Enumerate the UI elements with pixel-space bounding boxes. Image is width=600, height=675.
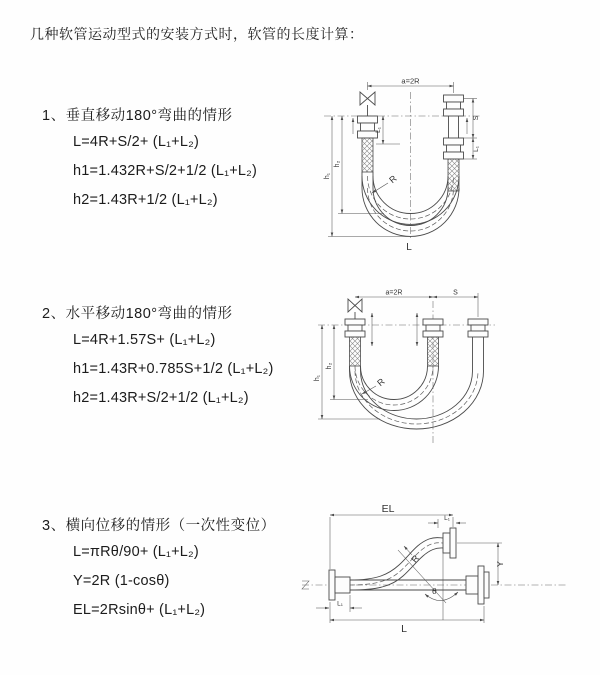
- dim-h1: [314, 325, 380, 419]
- braid-section: [448, 159, 459, 191]
- dim-label-l: L: [406, 242, 412, 253]
- dim-label-el: EL: [381, 503, 395, 515]
- dim-l1-left: [375, 116, 400, 144]
- section-1-heading: 1、垂直移动180°弯曲的情形: [42, 108, 233, 124]
- dim-label-l: L: [401, 623, 407, 635]
- dim-label-a2r: a=2R: [385, 289, 403, 297]
- dim-label-h1: h₁: [314, 374, 321, 382]
- formula-y: Y=2R (1-cosθ): [73, 573, 170, 589]
- dim-label-h2: h₂: [326, 362, 333, 370]
- braid-section: [362, 138, 373, 172]
- dim-s-right: [464, 99, 481, 160]
- diagram-vertical-180-bend: [312, 76, 600, 260]
- dim-label-s: S: [473, 115, 480, 121]
- dim-label-theta: θ: [432, 586, 437, 596]
- formula-length: L=4R+1.57S+ (L₁+L₂): [73, 332, 216, 348]
- left-pipe-end: [345, 319, 365, 366]
- lower-right-pipe-end: [466, 566, 489, 604]
- formula-length: L=4R+S/2+ (L₁+L₂): [73, 134, 199, 150]
- dim-label-h2: h₂: [334, 160, 341, 168]
- formula-h1: h1=1.43R+0.785S+1/2 (L₁+L₂): [73, 361, 274, 377]
- section-3-heading: 3、横向位移的情形（一次性变位）: [42, 518, 276, 534]
- dim-label-h1: h₁: [324, 172, 331, 180]
- dim-l: [330, 602, 484, 635]
- formula-length: L=πRθ/90+ (L₁+L₂): [73, 544, 199, 560]
- dim-label-y: Y: [495, 561, 505, 567]
- right-pipe-end-moved: [468, 319, 488, 371]
- dim-label-r: R: [409, 553, 422, 565]
- upper-right-pipe-end: [443, 528, 456, 558]
- dim-label-l1: L₁: [444, 515, 450, 522]
- section-horizontal-movement: [42, 302, 274, 406]
- dim-label-l1: L₁: [473, 146, 480, 152]
- formula-h2: h2=1.43R+S/2+1/2 (L₁+L₂): [73, 390, 249, 406]
- left-pipe-end: [329, 570, 350, 600]
- dim-label-s: S: [453, 289, 458, 297]
- dim-s: [433, 290, 478, 318]
- right-pipe-end: [444, 95, 464, 191]
- radius-callout: [404, 546, 421, 565]
- dim-label-r: R: [375, 376, 387, 389]
- hose-u-bend: [350, 366, 484, 429]
- diagram-horizontal-180-bend: [310, 286, 600, 470]
- middle-pipe-end: [423, 319, 443, 366]
- section-lateral-displacement: [42, 514, 276, 618]
- dim-label-a2r: a=2R: [401, 76, 420, 86]
- dim-label-l1: L₁: [337, 600, 343, 608]
- section-2-heading: 2、水平移动180°弯曲的情形: [42, 306, 233, 322]
- dim-a-2r: [368, 77, 454, 94]
- valve-icon: [348, 299, 362, 319]
- left-pipe-end: [358, 116, 378, 172]
- dim-l1-top: [428, 515, 466, 528]
- braid-section: [428, 337, 439, 366]
- dim-l1-bottom: [316, 595, 362, 612]
- section-vertical-movement: [42, 104, 258, 208]
- dim-label-r: R: [387, 173, 399, 186]
- dim-a-2r: [355, 290, 433, 298]
- formula-h1: h1=1.432R+S/2+1/2 (L₁+L₂): [73, 163, 258, 179]
- hose-straight-position: [350, 580, 466, 590]
- hose-s-curve: [350, 538, 443, 590]
- dim-el: [330, 503, 453, 569]
- angle-construction: [398, 548, 458, 620]
- page-title: 几种软管运动型式的安装方式时，软管的长度计算：: [30, 26, 364, 42]
- braid-section: [350, 337, 361, 366]
- dim-label-l1: L₁: [375, 127, 382, 133]
- formula-h2: h2=1.43R+1/2 (L₁+L₂): [73, 192, 218, 208]
- diagram-lateral-displacement: [298, 502, 600, 648]
- formula-el: EL=2Rsinθ+ (L₁+L₂): [73, 602, 206, 618]
- valve-icon: [360, 92, 375, 116]
